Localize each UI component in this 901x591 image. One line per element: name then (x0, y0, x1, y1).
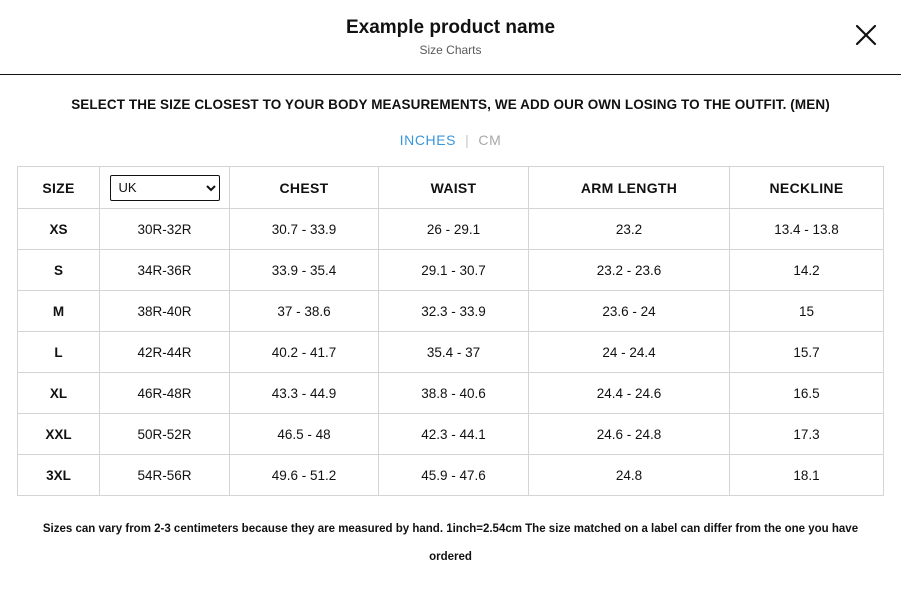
cell-size: XXL (18, 414, 100, 455)
cell-chest: 43.3 - 44.9 (230, 373, 379, 414)
table-row (18, 250, 884, 291)
column-header-arm-length: ARM LENGTH (529, 167, 730, 209)
column-header-waist: WAIST (379, 167, 529, 209)
cell-waist: 32.3 - 33.9 (379, 291, 529, 332)
cell-arm: 24 - 24.4 (529, 332, 730, 373)
table-row (18, 332, 884, 373)
cell-arm: 23.6 - 24 (529, 291, 730, 332)
cell-region: 50R-52R (100, 414, 230, 455)
table-row (18, 414, 884, 455)
footnote-text: Sizes can vary from 2-3 centimeters because they are measured by hand. 1inch=2.54cm The size matched on a label can differ from the one you have ordered (42, 523, 859, 563)
cell-size: XS (18, 209, 100, 250)
table-row (18, 373, 884, 414)
cell-region: 30R-32R (100, 209, 230, 250)
cell-neck: 14.2 (730, 250, 884, 291)
table-row (18, 455, 884, 496)
cell-waist: 45.9 - 47.6 (379, 455, 529, 496)
cell-region: 54R-56R (100, 455, 230, 496)
cell-neck: 13.4 - 13.8 (730, 209, 884, 250)
cell-region: 42R-44R (100, 332, 230, 373)
column-header-size: SIZE (18, 167, 100, 209)
column-header-neckline: NECKLINE (730, 167, 884, 209)
table-row (18, 209, 884, 250)
cell-waist: 26 - 29.1 (379, 209, 529, 250)
cell-waist: 38.8 - 40.6 (379, 373, 529, 414)
cell-chest: 46.5 - 48 (230, 414, 379, 455)
cell-neck: 15.7 (730, 332, 884, 373)
cell-size: M (18, 291, 100, 332)
modal-header (0, 0, 901, 75)
cell-chest: 40.2 - 41.7 (230, 332, 379, 373)
cell-waist: 35.4 - 37 (379, 332, 529, 373)
table-row (18, 291, 884, 332)
cell-neck: 17.3 (730, 414, 884, 455)
column-header-region (100, 167, 230, 209)
cell-chest: 37 - 38.6 (230, 291, 379, 332)
modal-body (0, 75, 901, 591)
unit-separator: | (465, 132, 470, 148)
cell-size: 3XL (18, 455, 100, 496)
cell-arm: 24.8 (529, 455, 730, 496)
unit-toggle (17, 132, 884, 148)
cell-chest: 30.7 - 33.9 (230, 209, 379, 250)
instruction-text: SELECT THE SIZE CLOSEST TO YOUR BODY MEASUREMENTS, WE ADD OUR OWN LOSING TO THE OUTFIT. (MEN) (71, 97, 830, 112)
cell-region: 38R-40R (100, 291, 230, 332)
close-icon (855, 24, 877, 46)
column-header-chest: CHEST (230, 167, 379, 209)
unit-option-cm[interactable]: CM (478, 132, 502, 148)
cell-waist: 42.3 - 44.1 (379, 414, 529, 455)
cell-arm: 24.4 - 24.6 (529, 373, 730, 414)
modal-subtitle: Size Charts (419, 42, 482, 57)
unit-option-inches[interactable]: INCHES (399, 132, 457, 148)
cell-region: 34R-36R (100, 250, 230, 291)
close-button[interactable] (849, 18, 883, 52)
cell-neck: 16.5 (730, 373, 884, 414)
cell-chest: 49.6 - 51.2 (230, 455, 379, 496)
cell-chest: 33.9 - 35.4 (230, 250, 379, 291)
cell-size: XL (18, 373, 100, 414)
size-chart-table (17, 166, 884, 496)
cell-waist: 29.1 - 30.7 (379, 250, 529, 291)
table-header-row (18, 167, 884, 209)
page-title: Example product name (345, 16, 556, 38)
region-select[interactable] (110, 175, 220, 201)
cell-arm: 23.2 (529, 209, 730, 250)
cell-region: 46R-48R (100, 373, 230, 414)
cell-neck: 18.1 (730, 455, 884, 496)
cell-arm: 24.6 - 24.8 (529, 414, 730, 455)
cell-neck: 15 (730, 291, 884, 332)
cell-arm: 23.2 - 23.6 (529, 250, 730, 291)
cell-size: L (18, 332, 100, 373)
cell-size: S (18, 250, 100, 291)
